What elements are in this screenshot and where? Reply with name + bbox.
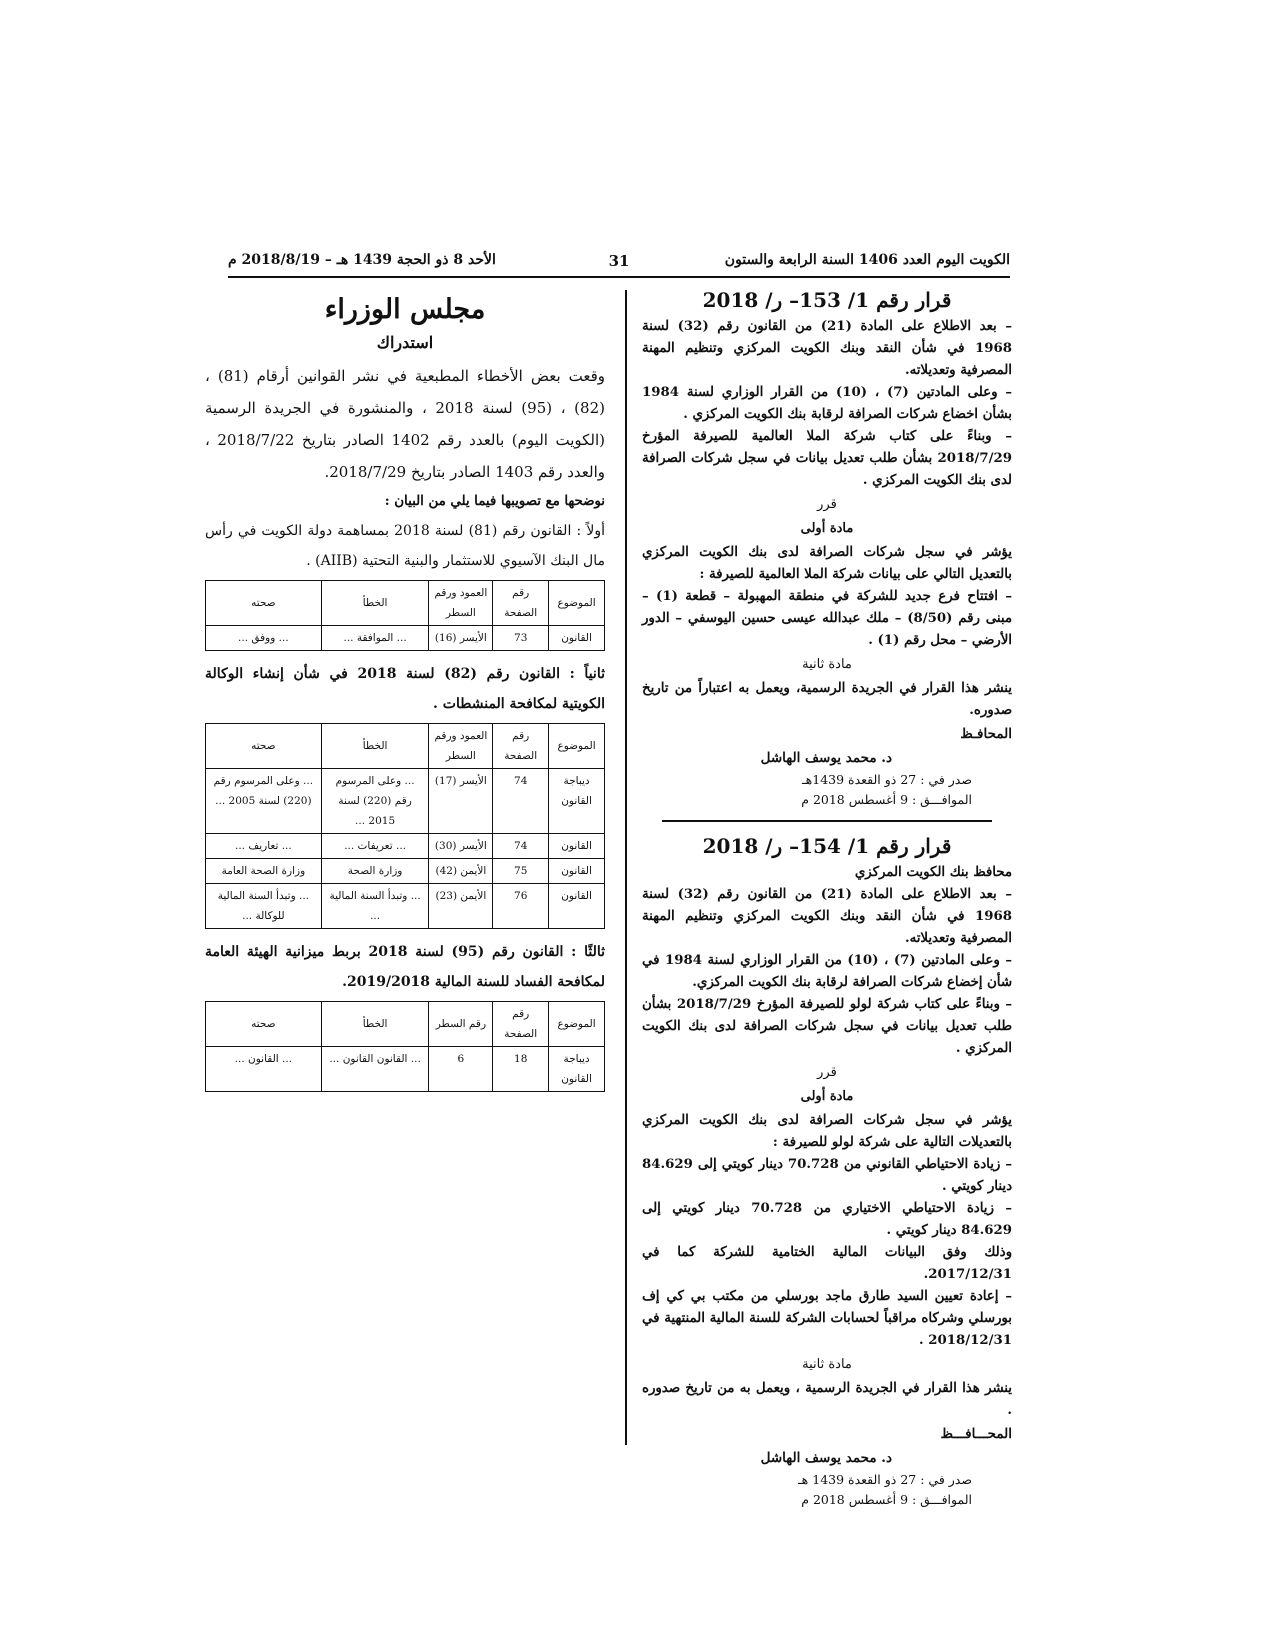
table-header: رقم الصفحة (493, 724, 549, 769)
table-cell: القانون (549, 834, 605, 859)
table-cell: ... ووفق ... (206, 626, 322, 651)
paragraph: يؤشر في سجل شركات الصرافة لدى بنك الكويت المركزي بالتعديلات التالية على شركة لولو للصيرفة : (642, 1113, 1012, 1150)
paragraph: – إعادة تعيين السيد طارق ماجد بورسلي من مكتب بي كي إف بورسلي وشركاه مراقباً لحسابات الشركة للسنة المالية المنتهية في 2018/12/31 . (642, 1289, 1012, 1348)
issue-date: الأحد 8 ذو الحجة 1439 هـ – 2018/8/19 م (228, 252, 496, 268)
third-item: ثالثًا : القانون رقم (95) لسنة 2018 بربط ميزانية الهيئة العامة لمكافحة الفساد للسنة المالية 2019/2018. (205, 944, 606, 990)
decided-heading: قرر (817, 1065, 837, 1080)
erratum-heading: استدراك (376, 333, 434, 352)
table-cell: وزارة الصحة العامة (206, 859, 322, 884)
paragraph: يؤشر في سجل شركات الصرافة لدى بنك الكويت المركزي بالتعديل التالي على بيانات شركة الملا العالمية للصيرفة : (642, 545, 1012, 582)
paragraph: ينشر هذا القرار في الجريدة الرسمية ، ويعمل به من تاريخ صدوره . (642, 1381, 1012, 1418)
table-cell: ديباجة القانون (549, 1047, 605, 1092)
table-header: الموضوع (549, 581, 605, 626)
equivalent-date: الموافـــق : 9 أغسطس 2018 م (801, 792, 972, 807)
table-cell: 74 (493, 834, 549, 859)
issued-date: صدر في : 27 ذو القعدة 1439هـ (801, 772, 972, 787)
table-cell: 75 (493, 859, 549, 884)
table-cell: ... وتبدأ السنة المالية ... (321, 884, 429, 929)
paragraph: – بعد الاطلاع على المادة (21) من القانون رقم (32) لسنة 1968 في شأن النقد وبنك الكويت المركزي وتنظيم المهنة المصرفية وتعديلاته. (642, 319, 1012, 378)
table-header: الموضوع (549, 724, 605, 769)
table-cell: الأيسر (16) (429, 626, 493, 651)
table-cell: وزارة الصحة (321, 859, 429, 884)
table-cell: ... وعلى المرسوم رقم (220) لسنة 2005 ... (206, 769, 322, 834)
table-cell: الأيسر (17) (429, 769, 493, 834)
errata-table-2 (205, 723, 605, 929)
table-cell: الأيمن (23) (429, 884, 493, 929)
table-header: الخطأ (321, 1002, 429, 1047)
page-header (228, 248, 1010, 278)
table-header: صحته (206, 724, 322, 769)
table-header: الموضوع (549, 1002, 605, 1047)
paragraph: ينشر هذا القرار في الجريدة الرسمية، ويعمل به اعتباراً من تاريخ صدوره. (642, 681, 1012, 718)
paragraph: – زيادة الاحتياطي الاختياري من 70.728 دينار كويتي إلى 84.629 دينار كويتي . (642, 1201, 1012, 1238)
table-cell: 18 (493, 1047, 549, 1092)
table-cell: الأيسر (30) (429, 834, 493, 859)
table-row (206, 769, 605, 834)
paragraph: – زيادة الاحتياطي القانوني من 70.728 دينار كويتي إلى 84.629 دينار كويتي . (642, 1157, 1012, 1194)
table-header: صحته (206, 1002, 322, 1047)
signatory-name: د. محمد يوسف الهاشل (760, 1450, 892, 1466)
table-row (206, 834, 605, 859)
table-header: صحته (206, 581, 322, 626)
erratum-intro: وقعت بعض الأخطاء المطبعية في نشر القوانين أرقام (81) ، (82) ، (95) لسنة 2018 ، والمنشورة في الجريدة الرسمية (الكويت اليوم) بالعدد رقم 1402 الصادر بتاريخ 2018/7/22 ، والعدد رقم 1403 الصادر بتاريخ 2018/7/29. (205, 367, 605, 481)
table-cell: الأيمن (42) (429, 859, 493, 884)
table-header: الخطأ (321, 724, 429, 769)
article-heading: مادة أولى (800, 521, 854, 536)
article-heading: مادة ثانية (802, 1357, 852, 1372)
paragraph: – افتتاح فرع جديد للشركة في منطقة المهبولة – قطعة (1) – مبنى رقم (8/50) – ملك عبدالله عيسى حسين اليوسفي – الدور الأرضي – محل رقم (1) . (642, 589, 1012, 648)
paragraph: وذلك وفق البيانات المالية الختامية للشركة كما في 2017/12/31. (642, 1245, 1012, 1282)
table-header: العمود ورقم السطر (429, 581, 493, 626)
decision-title: قرار رقم 1/ 154– ر/ 2018 (702, 834, 952, 858)
signatory-name: د. محمد يوسف الهاشل (760, 750, 892, 766)
table-cell: 73 (493, 626, 549, 651)
table-cell: ... تعريفات ... (321, 834, 429, 859)
table-row (206, 1047, 605, 1092)
erratum-clarify: نوضحها مع تصويبها فيما يلي من البيان : (384, 494, 605, 509)
gazette-issue: الكويت اليوم العدد 1406 السنة الرابعة والستون (724, 252, 1010, 268)
table-cell: 74 (493, 769, 549, 834)
column-divider (625, 290, 627, 1445)
table-cell: ديباجة القانون (549, 769, 605, 834)
table-cell: ... الموافقة ... (321, 626, 429, 651)
section-rule (662, 820, 992, 822)
paragraph: – وبناءً على كتاب شركة لولو للصيرفة المؤرخ 2018/7/29 بشأن طلب تعديل بيانات في سجل شركات الصرافة لدى بنك الكويت المركزي . (642, 997, 1012, 1056)
signatory-role: المحـــافـــظ (940, 1426, 1012, 1442)
article-heading: مادة ثانية (802, 657, 852, 672)
page-number: 31 (608, 252, 630, 270)
table-cell: 6 (429, 1047, 493, 1092)
table-header: العمود ورقم السطر (429, 724, 493, 769)
left-column (205, 288, 605, 1100)
article-heading: مادة أولى (800, 1089, 854, 1104)
first-item: أولاً : القانون رقم (81) لسنة 2018 بمساهمة دولة الكويت في رأس مال البنك الآسيوي للاستثمار والبنية التحتية (AIIB) . (205, 523, 605, 569)
second-item: ثانياً : القانون رقم (82) لسنة 2018 في شأن إنشاء الوكالة الكويتية لمكافحة المنشطات . (205, 666, 605, 712)
table-row (206, 884, 605, 929)
table-cell: ... تعاريف ... (206, 834, 322, 859)
table-cell: 76 (493, 884, 549, 929)
table-row (206, 626, 605, 651)
table-row (206, 859, 605, 884)
errata-table-1 (205, 580, 605, 651)
errata-table-3 (205, 1001, 605, 1092)
table-header: رقم الصفحة (493, 581, 549, 626)
table-cell: ... القانون ... (206, 1047, 322, 1092)
table-header: الخطأ (321, 581, 429, 626)
table-header: رقم الصفحة (493, 1002, 549, 1047)
paragraph: – وبناءً على كتاب شركة الملا العالمية للصيرفة المؤرخ 2018/7/29 بشأن طلب تعديل بيانات في سجل شركات الصرافة لدى بنك الكويت المركزي . (642, 429, 1012, 488)
table-cell: ... وتبدأ السنة المالية للوكالة ... (206, 884, 322, 929)
table-cell: القانون (549, 859, 605, 884)
paragraph: – وعلى المادتين (7) ، (10) من القرار الوزاري لسنة 1984 في شأن إخضاع شركات الصرافة لرقابة بنك الكويت المركزي. (642, 953, 1012, 990)
decision-153 (642, 288, 1012, 810)
equivalent-date: الموافـــق : 9 أغسطس 2018 م (801, 1492, 972, 1507)
cabinet-title: مجلس الوزراء (324, 294, 486, 325)
table-cell: ... وعلى المرسوم رقم (220) لسنة 2015 ... (321, 769, 429, 834)
table-header: رقم السطر (429, 1002, 493, 1047)
paragraph: – وعلى المادتين (7) ، (10) من القرار الوزاري لسنة 1984 بشأن اخضاع شركات الصرافة لرقابة بنك الكويت المركزي . (642, 385, 1012, 422)
decision-title: قرار رقم 1/ 153– ر/ 2018 (702, 288, 952, 312)
paragraph: – بعد الاطلاع على المادة (21) من القانون رقم (32) لسنة 1968 في شأن النقد وبنك الكويت المركزي وتنظيم المهنة المصرفية وتعديلاته. (642, 887, 1012, 946)
table-cell: ... القانون القانون ... (321, 1047, 429, 1092)
signatory-role: المحافـظ (960, 726, 1012, 742)
decided-heading: قرر (817, 497, 837, 512)
issued-date: صدر في : 27 ذو القعدة 1439 هـ (798, 1472, 972, 1487)
right-column (642, 288, 1012, 1510)
decision-154 (642, 834, 1012, 1510)
table-cell: القانون (549, 626, 605, 651)
table-cell: القانون (549, 884, 605, 929)
issuer: محافظ بنك الكويت المركزي (854, 865, 1012, 880)
